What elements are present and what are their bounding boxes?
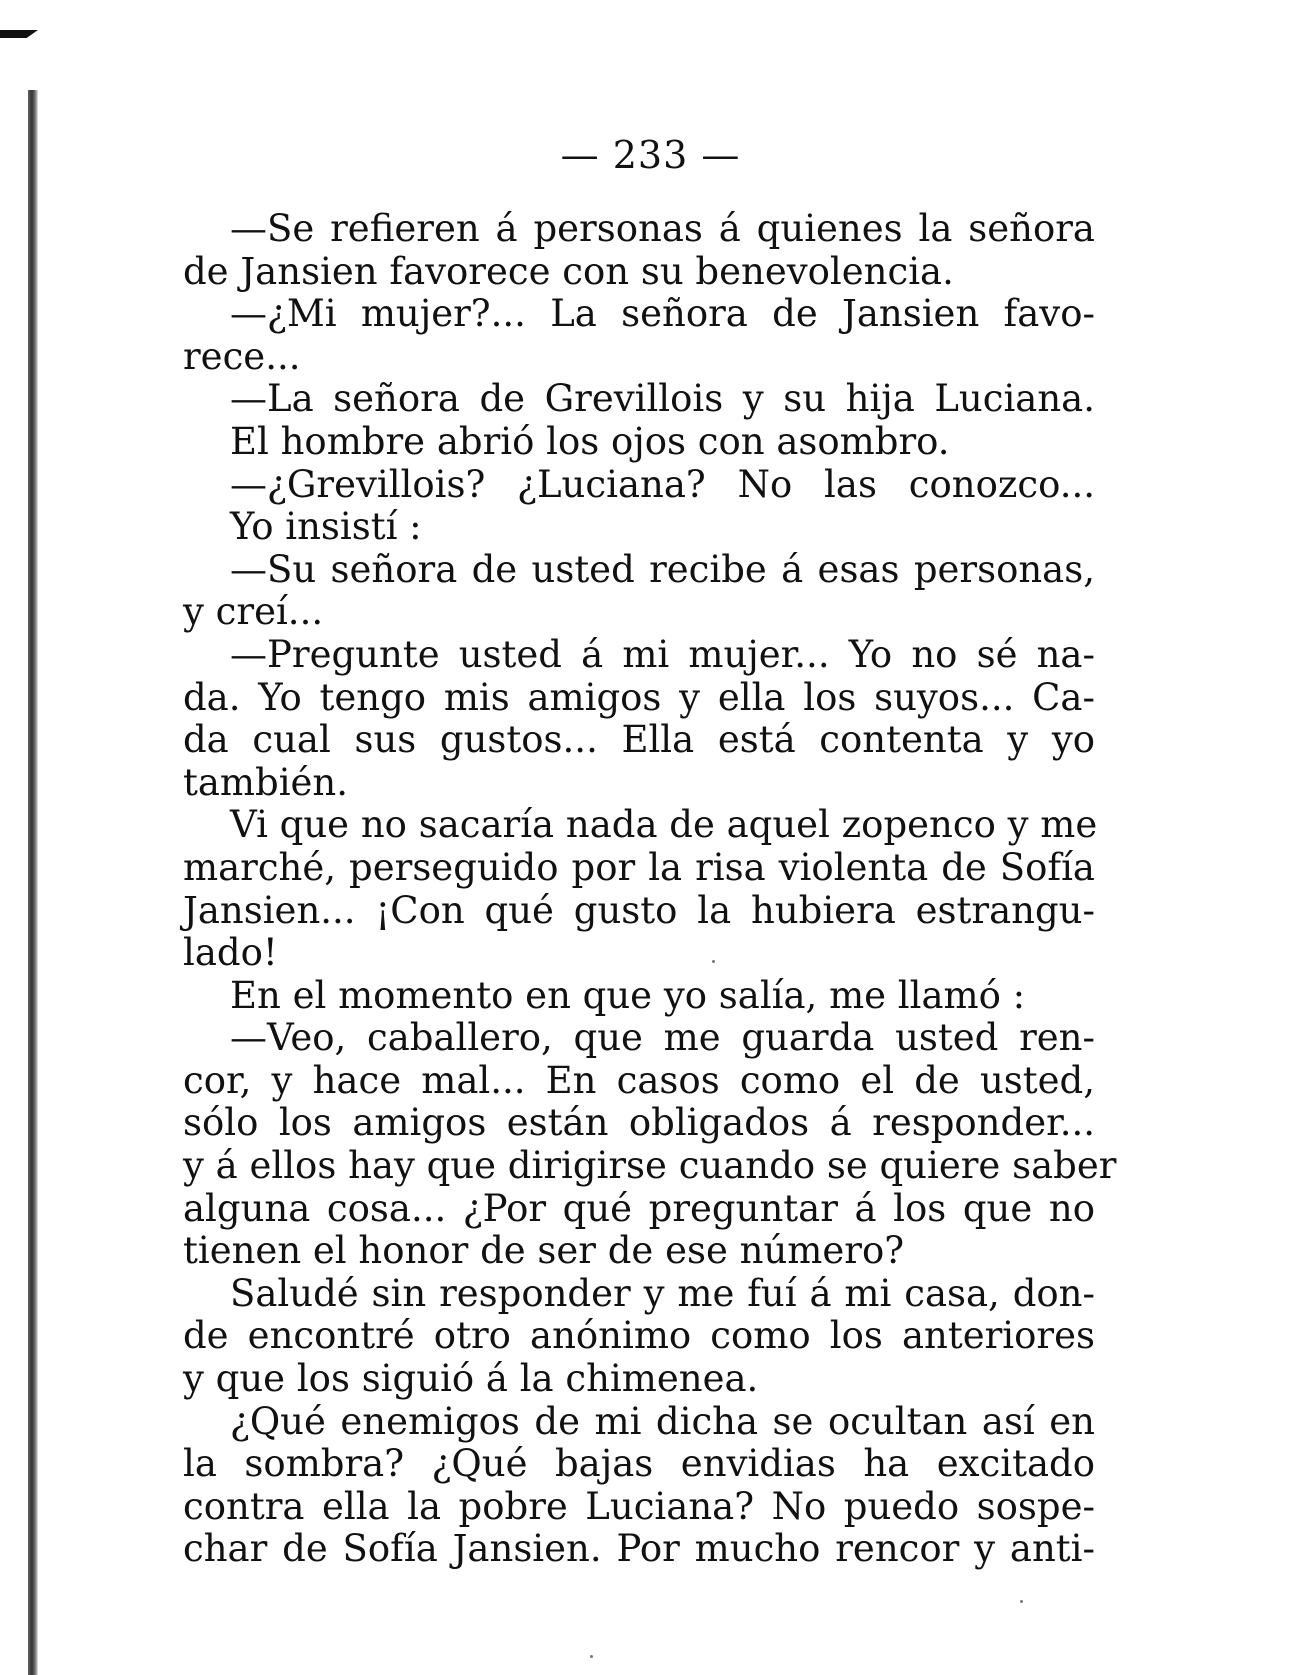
text-line: Vi que no sacaría nada de aquel zopenco y me — [230, 803, 1098, 847]
text-line: ¿Qué enemigos de mi dicha se ocultan así en — [230, 1399, 1095, 1443]
text-line: y que los siguió á la chimenea. — [183, 1357, 759, 1401]
print-speck — [590, 1655, 593, 1658]
text-line: —Veo, caballero, que me guarda usted ren- — [230, 1016, 1095, 1060]
text-line: Yo insistí : — [230, 505, 422, 549]
text-line: Jansien... ¡Con qué gusto la hubiera estrangu- — [183, 888, 1095, 932]
text-line: —La señora de Grevillois y su hija Luciana. — [230, 377, 1095, 421]
text-line: contra ella la pobre Luciana? No puedo sospe- — [183, 1484, 1095, 1528]
text-line: y creí... — [183, 590, 324, 634]
text-line: sólo los amigos están obligados á responder... — [183, 1101, 1095, 1145]
text-line: En el momento en que yo salía, me llamó : — [230, 973, 1026, 1017]
print-speck — [1020, 1600, 1023, 1603]
text-line: la sombra? ¿Qué bajas envidias ha excitado — [183, 1442, 1095, 1486]
text-line: de encontré otro anónimo como los anteriores — [183, 1314, 1095, 1358]
text-line: —¿Grevillois? ¿Luciana? No las conozco... — [230, 462, 1095, 506]
page-binding-edge — [28, 90, 38, 1675]
text-line: rece... — [183, 334, 301, 378]
text-line: lado! — [183, 931, 278, 975]
text-line: El hombre abrió los ojos con asombro. — [230, 419, 950, 463]
text-line: tienen el honor de ser de ese número? — [183, 1229, 905, 1273]
text-line: da. Yo tengo mis amigos y ella los suyos... Ca- — [183, 675, 1095, 719]
text-line: da cual sus gustos... Ella está contenta y yo — [183, 718, 1095, 762]
text-line: char de Sofía Jansien. Por mucho rencor y anti- — [183, 1527, 1095, 1571]
page-body-text — [183, 207, 1117, 1571]
text-line: —Pregunte usted á mi mujer... Yo no sé na- — [230, 632, 1095, 676]
text-line: de Jansien favorece con su benevolencia. — [183, 249, 954, 293]
text-line: cor, y hace mal... En casos como el de usted, — [183, 1058, 1095, 1102]
page-number: — 233 — — [560, 133, 741, 177]
text-line: —¿Mi mujer?... La señora de Jansien favo- — [230, 292, 1095, 336]
text-line: —Se refieren á personas á quienes la señora — [230, 207, 1095, 250]
text-line: marché, perseguido por la risa violenta de Sofía — [183, 845, 1095, 889]
text-line: alguna cosa... ¿Por qué preguntar á los que no — [183, 1186, 1095, 1230]
text-line: Saludé sin responder y me fuí á mi casa, don- — [230, 1271, 1095, 1315]
text-line: y á ellos hay que dirigirse cuando se quiere saber — [183, 1144, 1117, 1188]
corner-mark — [0, 30, 38, 38]
print-speck — [712, 960, 715, 963]
text-line: también. — [183, 760, 349, 804]
text-line: —Su señora de usted recibe á esas personas, — [230, 547, 1095, 591]
